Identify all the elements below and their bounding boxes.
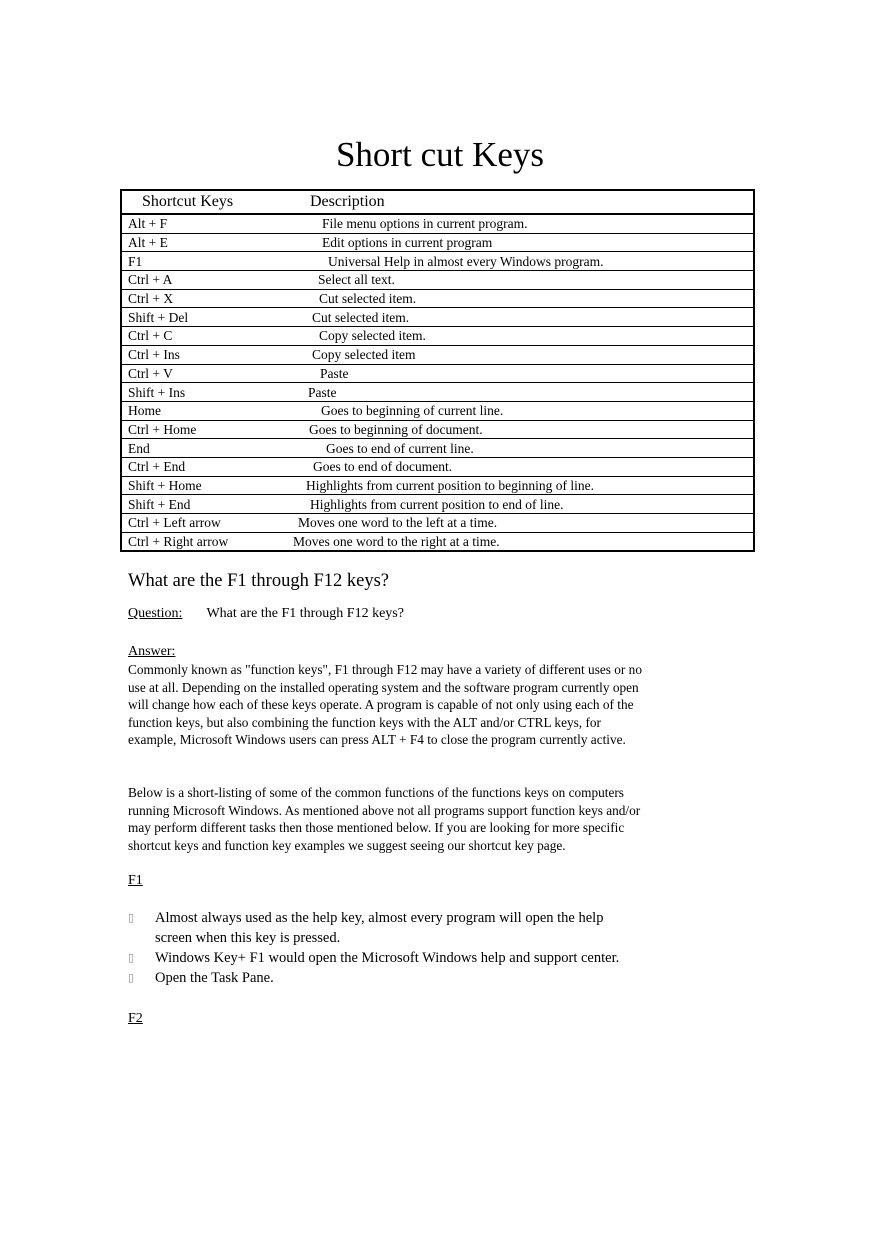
shortcut-description-cell: Highlights from current position to end of line. — [292, 495, 754, 514]
table-row — [121, 327, 754, 346]
shortcut-description-cell: Cut selected item. — [292, 308, 754, 327]
shortcut-description-cell: Goes to beginning of current line. — [292, 401, 754, 420]
answer-line — [128, 643, 175, 661]
shortcut-key-cell: Shift + Home — [121, 476, 292, 495]
page-title: Short cut Keys — [335, 135, 545, 174]
table-row — [121, 439, 754, 458]
list-item-text: Almost always used as the help key, almost every program will open the help screen when this key is pressed. — [155, 910, 604, 946]
shortcut-description-cell: Highlights from current position to beginning of line. — [292, 476, 754, 495]
shortcut-description-cell: Cut selected item. — [292, 289, 754, 308]
shortcut-description-cell: Universal Help in almost every Windows program. — [292, 252, 754, 271]
shortcut-description-cell: Goes to end of current line. — [292, 439, 754, 458]
shortcut-key-cell: Ctrl + Ins — [121, 345, 292, 364]
shortcut-description-cell: Moves one word to the right at a time. — [292, 532, 754, 551]
table-row — [121, 401, 754, 420]
table-row — [121, 233, 754, 252]
bullet-icon: ▯ — [128, 951, 135, 964]
question-label: Question: — [128, 606, 183, 621]
shortcut-key-cell: Home — [121, 401, 292, 420]
table-row — [121, 532, 754, 551]
list-item — [128, 968, 628, 988]
column-header-shortcut-keys: Shortcut Keys — [121, 190, 292, 214]
table-header-row — [121, 190, 754, 214]
column-header-description: Description — [292, 190, 754, 214]
answer-label: Answer: — [128, 644, 176, 659]
shortcut-key-cell: Shift + End — [121, 495, 292, 514]
shortcut-description-cell: Edit options in current program — [292, 233, 754, 252]
table-row — [121, 364, 754, 383]
shortcut-key-cell: Ctrl + Home — [121, 420, 292, 439]
table-row — [121, 457, 754, 476]
f1-bullet-list — [128, 908, 628, 988]
list-item — [128, 908, 628, 948]
shortcut-key-cell: Ctrl + Left arrow — [121, 514, 292, 533]
list-item-text: Windows Key+ F1 would open the Microsoft Windows help and support center. — [155, 950, 620, 966]
shortcut-key-cell: Ctrl + A — [121, 271, 292, 290]
list-item-text: Open the Task Pane. — [155, 970, 274, 986]
shortcut-key-cell: Ctrl + V — [121, 364, 292, 383]
table-row — [121, 476, 754, 495]
shortcut-key-cell: End — [121, 439, 292, 458]
table-row — [121, 289, 754, 308]
table-row — [121, 495, 754, 514]
table-row — [121, 514, 754, 533]
table-row — [121, 383, 754, 402]
faq-heading: What are the F1 through F12 keys? — [128, 571, 389, 591]
shortcut-key-cell: Ctrl + End — [121, 457, 292, 476]
f1-section-label: F1 — [128, 873, 143, 888]
table-row — [121, 214, 754, 233]
table-row — [121, 308, 754, 327]
shortcut-description-cell: Goes to beginning of document. — [292, 420, 754, 439]
shortcut-key-cell: Alt + F — [121, 214, 292, 233]
table-row — [121, 420, 754, 439]
table-row — [121, 345, 754, 364]
shortcut-key-cell: F1 — [121, 252, 292, 271]
answer-paragraph-2: Below is a short-listing of some of the common functions of the functions keys on computers running Microsoft Windows. As mentioned above not all programs support function keys and/or may perform different tasks then those mentioned below. If you are looking for more specific shortcut keys and function key examples we suggest seeing our shortcut key page. — [128, 785, 641, 853]
table-row — [121, 271, 754, 290]
shortcut-key-cell: Ctrl + C — [121, 327, 292, 346]
shortcut-description-cell: Moves one word to the left at a time. — [292, 514, 754, 533]
question-text: What are the F1 through F12 keys? — [206, 606, 404, 621]
shortcut-key-cell: Ctrl + X — [121, 289, 292, 308]
shortcut-description-cell: Copy selected item. — [292, 327, 754, 346]
answer-paragraph-1: Commonly known as "function keys", F1 through F12 may have a variety of different uses or no use at all. Depending on the installed operating system and the software program currently open will change how each of these keys operate. A program is capable of not only using each of the function keys, but also combining the function keys with the ALT and/or CTRL keys, for example, Microsoft Windows users can press ALT + F4 to close the program currently active. — [128, 662, 642, 748]
shortcut-description-cell: Paste — [292, 364, 754, 383]
list-item — [128, 948, 628, 968]
shortcut-key-cell: Shift + Del — [121, 308, 292, 327]
shortcut-key-cell: Ctrl + Right arrow — [121, 532, 292, 551]
f2-section-label: F2 — [128, 1011, 143, 1026]
shortcut-description-cell: File menu options in current program. — [292, 214, 754, 233]
shortcut-table — [120, 189, 755, 552]
shortcut-description-cell: Goes to end of document. — [292, 457, 754, 476]
bullet-icon: ▯ — [128, 911, 135, 924]
shortcut-key-cell: Shift + Ins — [121, 383, 292, 402]
shortcut-description-cell: Copy selected item — [292, 345, 754, 364]
bullet-icon: ▯ — [128, 971, 135, 984]
table-row — [121, 252, 754, 271]
shortcut-key-cell: Alt + E — [121, 233, 292, 252]
question-line — [128, 605, 404, 623]
shortcut-description-cell: Paste — [292, 383, 754, 402]
shortcut-description-cell: Select all text. — [292, 271, 754, 290]
